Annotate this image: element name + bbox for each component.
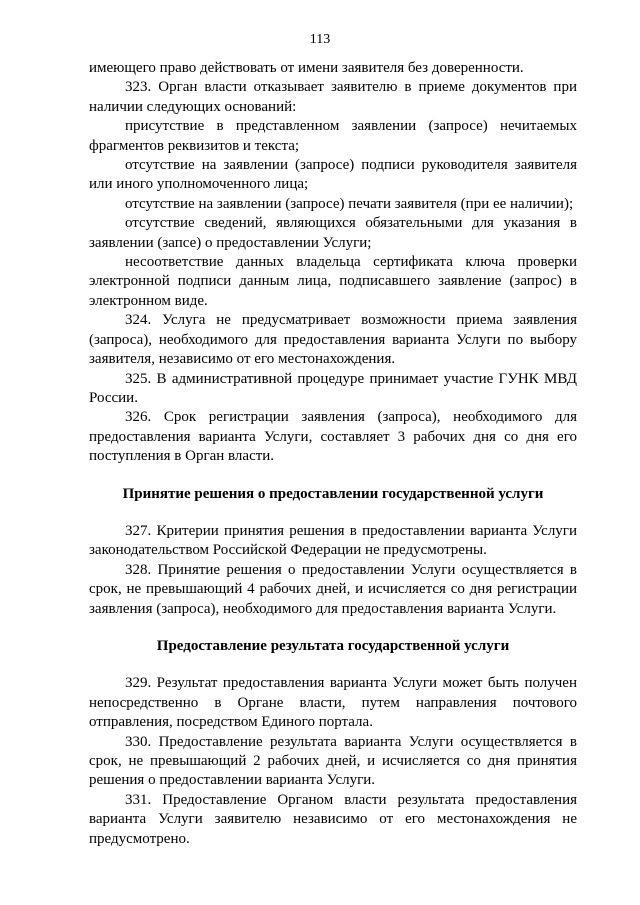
section-heading-decision: Принятие решения о предоставлении государственной услуги <box>122 485 544 502</box>
page-number: 113 <box>309 32 331 47</box>
paragraph-324: 324. Услуга не предусматривает возможности приема заявления (запроса), необходимого для предоставления варианта Услуги по выбору заявителя, независимо от его местонахождения. <box>89 312 577 368</box>
paragraph-330: 330. Предоставление результата варианта Услуги осуществляется в срок, не превышающий 2 рабочих дней, и исчисляется со дня принятия решения о предоставлении варианта Услуги. <box>89 733 577 789</box>
paragraph-326: 326. Срок регистрации заявления (запроса), необходимого для предоставления варианта Услуги, составляет 3 рабочих дня со дня его поступления в Орган власти. <box>89 409 577 465</box>
paragraph-331: 331. Предоставление Органом власти результата предоставления варианта Услуги заявителю независимо от его местонахождения не предусмотрено. <box>89 791 577 847</box>
refusal-ground-5: несоответствие данных владельца сертификата ключа проверки электронной подписи данным лица, подписавшего заявление (запрос) в электронном виде. <box>89 254 577 309</box>
paragraph-323: 323. Орган власти отказывает заявителю в приеме документов при наличии следующих оснований: <box>89 79 577 115</box>
refusal-ground-3: отсутствие на заявлении (запросе) печати заявителя (при ее наличии); <box>125 195 574 212</box>
refusal-ground-1: присутствие в представленном заявлении (запросе) нечитаемых фрагментов реквизитов и текста; <box>89 118 577 154</box>
paragraph-327: 327. Критерии принятия решения в предоставлении варианта Услуги законодательством Российской Федерации не предусмотрены. <box>89 522 577 559</box>
paragraph-329: 329. Результат предоставления варианта Услуги может быть получен непосредственно в Органе власти, путем направления почтового отправления, посредством Единого портала. <box>89 675 577 731</box>
refusal-ground-2: отсутствие на заявлении (запросе) подписи руководителя заявителя или иного уполномоченного лица; <box>89 157 577 193</box>
paragraph-325: 325. В административной процедуре принимает участие ГУНК МВД России. <box>89 370 577 406</box>
document-body <box>89 59 577 849</box>
paragraph-continuation: имеющего право действовать от имени заявителя без доверенности. <box>89 60 524 76</box>
refusal-ground-4: отсутствие сведений, являющихся обязательными для указания в заявлении (запсе) о предоставлении Услуги; <box>89 215 577 251</box>
paragraph-328: 328. Принятие решения о предоставлении Услуги осуществляется в срок, не превышающий 4 рабочих дней, и исчисляется со дня регистрации заявления (запроса), необходимого для предоставления варианта Услуги. <box>89 561 577 617</box>
section-heading-result: Предоставление результата государственной услуги <box>156 637 510 654</box>
